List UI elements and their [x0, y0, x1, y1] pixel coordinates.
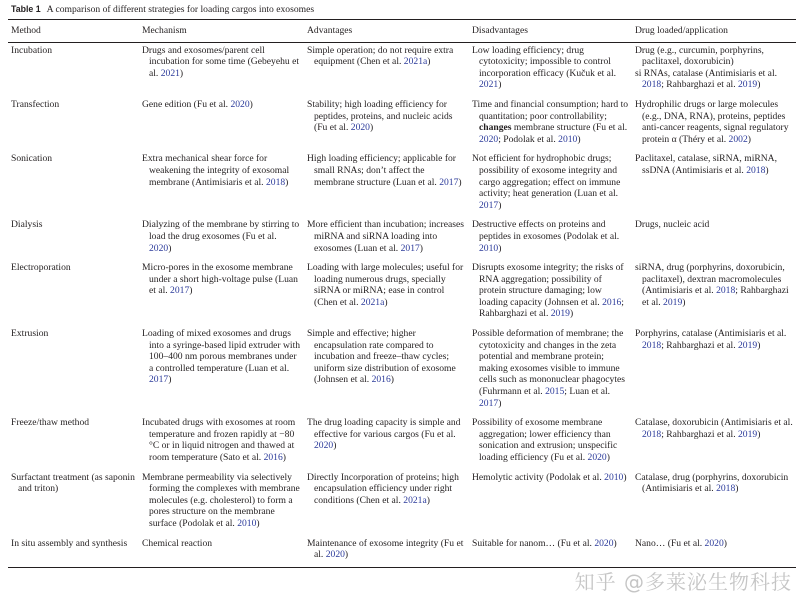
- citation-link[interactable]: 2010: [479, 242, 499, 254]
- cell-text: Electroporation: [11, 262, 71, 274]
- cell-text: ): [344, 549, 349, 561]
- cell-text: Drugs and exosomes/parent cell incubation for some time (Gebeyehu et al.: [142, 44, 299, 79]
- citation-link[interactable]: 2020: [314, 440, 334, 452]
- cell-text: Catalase, drug (porphyrins, doxorubicin (Antimisiaris et al.: [635, 471, 789, 495]
- cell-text: ): [189, 285, 193, 297]
- drug-cell: [632, 326, 796, 415]
- emphasis-text: changes: [479, 122, 512, 134]
- cell-text: ; Rahbarghazi et al.: [479, 296, 624, 320]
- cell-text: ): [179, 67, 184, 79]
- cell-text: Paclitaxel, catalase, siRNA, miRNA, ssDNA (Antimisiaris et al.: [635, 153, 778, 176]
- advantages-cell: [304, 326, 469, 415]
- citation-link[interactable]: 2018: [265, 176, 286, 188]
- cell-text: ; Rahbarghazi et al.: [642, 285, 789, 308]
- cell-text: ): [390, 374, 394, 386]
- cell-paragraph: [142, 99, 301, 111]
- mechanism-cell: [139, 151, 304, 217]
- drug-cell: [632, 536, 796, 568]
- citation-link[interactable]: 2019: [738, 339, 758, 351]
- cell-text: Transfection: [11, 98, 60, 110]
- cell-text: ; Podolak et al.: [498, 133, 559, 145]
- mechanism-cell: [139, 42, 304, 97]
- cell-text: ): [498, 79, 502, 91]
- cell-text: ): [757, 79, 761, 91]
- table-row: [8, 260, 796, 326]
- cell-paragraph: [635, 219, 793, 231]
- column-header-mechanism: Mechanism: [139, 20, 304, 43]
- citation-link[interactable]: 2021a: [360, 296, 385, 308]
- cell-text: ): [682, 296, 686, 308]
- drug-cell: [632, 151, 796, 217]
- citation-link[interactable]: 2018: [716, 285, 736, 297]
- cell-paragraph: [635, 153, 793, 176]
- mechanism-cell: [139, 415, 304, 469]
- mechanism-cell: [139, 326, 304, 415]
- cell-text: Time and financial consumption; hard to quantitation; poor controllability;: [472, 98, 629, 122]
- cell-text: Disrupts exosome integrity; the risks of RNA aggregation; possibility of protein structure damaging; low loading capacity (Johnsen et al.: [472, 262, 624, 308]
- column-header-disadvantages: Disadvantages: [469, 20, 632, 43]
- disadvantages-cell: [469, 326, 632, 415]
- cell-text: Membrane permeability via selectively forming the complexes with membrane molecules (e.g. cholesterol) to form a pores structure on the membrane surface (Podolak et al.: [142, 471, 300, 529]
- cell-text: More efficient than incubation; increases miRNA and siRNA loading into exosomes (Luan et al.: [307, 219, 464, 254]
- cell-text: Extra mechanical shear force for weakening the integrity of exosomal membrane (Antimisiaris et al.: [142, 153, 290, 188]
- table-row: [8, 326, 796, 415]
- citation-link[interactable]: 2010: [237, 517, 257, 529]
- table-caption: [8, 3, 796, 16]
- cell-text: Possibility of exosome membrane aggregation; lower efficiency than sonication and extrusion; unspecific loading efficiency (Fu et al.: [472, 417, 618, 463]
- cell-paragraph: [472, 219, 629, 254]
- citation-link[interactable]: 2018: [642, 428, 662, 440]
- citation-link[interactable]: 2018: [642, 79, 662, 91]
- header-row: [8, 20, 796, 43]
- advantages-cell: [304, 42, 469, 97]
- cell-text: Hemolytic activity (Podolak et al.: [472, 471, 605, 483]
- table-row: [8, 470, 796, 536]
- cell-paragraph: [307, 328, 466, 386]
- table-row: [8, 42, 796, 97]
- cell-paragraph: [307, 472, 466, 507]
- citation-link[interactable]: 2017: [479, 199, 499, 211]
- cell-text: Maintenance of exosome integrity (Fu et al.: [307, 537, 464, 561]
- cell-text: Dialyzing of the membrane by stirring to load the drug exosomes (Fu et al.: [142, 219, 300, 242]
- cell-text: In situ assembly and synthesis: [11, 537, 128, 549]
- citation-link[interactable]: 2019: [550, 308, 570, 320]
- disadvantages-cell: [469, 42, 632, 97]
- citation-link[interactable]: 2018: [746, 164, 766, 176]
- disadvantages-cell: [469, 536, 632, 568]
- cell-paragraph: [472, 45, 629, 91]
- cell-text: ): [757, 428, 761, 440]
- cell-paragraph: [472, 262, 629, 320]
- method-cell: [8, 470, 139, 536]
- cell-text: Hydrophilic drugs or large molecules (e.g., DNA, RNA), proteins, peptides anti-cancer reagents, signal regulatory protein α (Théry et al.: [635, 98, 789, 145]
- table-row: [8, 415, 796, 469]
- citation-link[interactable]: 2002: [728, 133, 748, 145]
- citation-link[interactable]: 2021: [479, 79, 499, 91]
- drug-cell: [632, 415, 796, 469]
- table-row: [8, 536, 796, 568]
- cell-paragraph: [307, 262, 466, 308]
- cell-paragraph: [635, 328, 793, 351]
- table-row: [8, 151, 796, 217]
- cell-text: Low loading efficiency; drug cytotoxicity; impossible to control incorporation efficacy (Kučuk et al.: [472, 44, 617, 79]
- cell-text: ): [498, 242, 502, 254]
- advantages-cell: [304, 217, 469, 260]
- cell-text: siRNA, drug (porphyrins, doxorubicin, paclitaxel), dextran macromolecules (Antimisiaris et al.: [635, 262, 785, 297]
- cell-text: ): [458, 176, 462, 188]
- table-title: A comparison of different strategies for loading cargos into exosomes: [46, 4, 315, 15]
- cell-text: ): [256, 517, 260, 529]
- cell-text: Incubated drugs with exosomes at room temperature and frozen rapidly at −80 °C or in liquid nitrogen and thawed at room temperature (Sato et al.: [142, 417, 296, 463]
- citation-link[interactable]: 2017: [400, 242, 420, 254]
- advantages-cell: [304, 260, 469, 326]
- citation-link[interactable]: 2019: [663, 296, 683, 308]
- cell-text: ): [426, 494, 430, 506]
- citation-link[interactable]: 2020: [230, 98, 250, 110]
- citation-link[interactable]: 2020: [350, 122, 370, 134]
- method-cell: [8, 326, 139, 415]
- cell-paragraph: [472, 99, 629, 145]
- cell-text: Micro-pores in the exosome membrane under a short high-voltage pulse (Luan et al.: [142, 262, 298, 297]
- cell-paragraph: [142, 538, 301, 550]
- citation-link[interactable]: 2020: [594, 537, 614, 549]
- cell-text: ): [168, 242, 172, 254]
- drug-cell: [632, 42, 796, 97]
- citation-link[interactable]: 2017: [149, 374, 169, 386]
- method-cell: [8, 42, 139, 97]
- cell-text: ): [285, 176, 289, 188]
- mechanism-cell: [139, 470, 304, 536]
- cell-text: Sonication: [11, 153, 53, 165]
- cell-text: Suitable for nanom… (Fu et al.: [472, 537, 595, 549]
- disadvantages-cell: [469, 415, 632, 469]
- cell-text: Loading with large molecules; useful for loading numerous drugs, specially siRNA or miRNA; ease in control (Chen et al.: [307, 262, 464, 308]
- cell-paragraph: [142, 328, 301, 386]
- cell-text: ): [747, 133, 751, 145]
- cell-text: ): [498, 397, 502, 409]
- cell-text: Dialysis: [11, 219, 43, 231]
- disadvantages-cell: [469, 470, 632, 536]
- cell-text: Nano… (Fu et al.: [635, 537, 705, 549]
- citation-link[interactable]: 2010: [604, 471, 624, 483]
- cell-paragraph: [307, 538, 466, 561]
- cell-paragraph: [307, 417, 466, 452]
- comparison-table: [8, 19, 796, 568]
- cell-paragraph: [307, 153, 466, 188]
- cell-text: ): [613, 537, 617, 549]
- cell-text: ; Rahbarghazi et al.: [661, 339, 738, 351]
- citation-link[interactable]: 2016: [263, 452, 283, 463]
- advantages-cell: [304, 97, 469, 151]
- cell-text: ): [757, 339, 761, 351]
- watermark: 知乎 @多莱泌生物科技: [574, 569, 792, 594]
- cell-paragraph: [307, 219, 466, 254]
- cell-text: Drugs, nucleic acid: [635, 219, 710, 231]
- cell-text: Drug (e.g., curcumin, porphyrins, paclitaxel, doxorubicin): [635, 44, 764, 68]
- method-cell: [8, 151, 139, 217]
- cell-text: Surfactant treatment (as saponin and triton): [11, 471, 135, 495]
- cell-text: Simple operation; do not require extra equipment (Chen et al.: [307, 44, 454, 68]
- cell-text: ; Luan et al.: [564, 386, 611, 398]
- cell-text: Catalase, doxorubicin (Antimisiaris et al.: [635, 417, 793, 429]
- cell-text: Simple and effective; higher encapsulation rate compared to incubation and freeze–thaw cycles; uniform size distribution of exosome (Johnsen et al.: [307, 328, 456, 386]
- drug-cell: [632, 97, 796, 151]
- citation-link[interactable]: 2020: [479, 133, 499, 145]
- citation-link[interactable]: 2020: [325, 549, 345, 561]
- citation-link[interactable]: 2020: [149, 242, 169, 254]
- cell-paragraph: [635, 68, 793, 91]
- cell-paragraph: [472, 153, 629, 211]
- mechanism-cell: [139, 97, 304, 151]
- citation-link[interactable]: 2020: [587, 452, 607, 463]
- cell-text: ): [249, 98, 253, 110]
- watermark-row: [8, 568, 796, 594]
- column-header-advantages: Advantages: [304, 20, 469, 43]
- cell-paragraph: [142, 262, 301, 297]
- cell-text: Stability; high loading efficiency for peptides, proteins, and nucleic acids (Fu et al.: [307, 98, 453, 134]
- cell-text: Gene edition (Fu et al.: [142, 98, 231, 110]
- citation-link[interactable]: 2017: [170, 285, 190, 297]
- advantages-cell: [304, 151, 469, 217]
- citation-link[interactable]: 2019: [738, 79, 758, 91]
- cell-text: ): [577, 133, 581, 145]
- cell-text: Freeze/thaw method: [11, 417, 90, 429]
- table-row: [8, 97, 796, 151]
- cell-text: Loading of mixed exosomes and drugs into a syringe-based lipid extruder with 100–400 nm porous membranes under a controlled temperature (Luan et al.: [142, 328, 301, 374]
- cell-text: Directly Incorporation of proteins; high encapsulation efficiency under right conditions (Chen et al.: [307, 471, 459, 506]
- cell-text: ): [427, 56, 431, 68]
- cell-text: ): [765, 164, 769, 176]
- citation-link[interactable]: 2010: [558, 133, 578, 145]
- method-cell: [8, 415, 139, 469]
- cell-text: Extrusion: [11, 328, 49, 340]
- cell-paragraph: [142, 45, 301, 80]
- table-body: [8, 42, 796, 567]
- cell-text: ): [723, 537, 727, 549]
- cell-text: ): [735, 483, 739, 495]
- citation-link[interactable]: 2021: [160, 67, 180, 79]
- advantages-cell: [304, 536, 469, 568]
- disadvantages-cell: [469, 217, 632, 260]
- cell-paragraph: [635, 99, 793, 145]
- disadvantages-cell: [469, 97, 632, 151]
- cell-text: ): [606, 452, 610, 463]
- column-header-drug-loaded: Drug loaded/application: [632, 20, 796, 43]
- citation-link[interactable]: 2021a: [403, 494, 427, 506]
- citation-link[interactable]: 2021a: [403, 56, 428, 68]
- cell-text: ): [369, 122, 374, 134]
- citation-link[interactable]: 2018: [716, 483, 736, 495]
- cell-text: Chemical reaction: [142, 537, 213, 549]
- cell-text: si RNAs, catalase (Antimisiaris et al.: [635, 67, 778, 79]
- table-label: Table 1: [11, 4, 41, 14]
- cell-text: ; Rahbarghazi et al.: [661, 428, 738, 440]
- cell-paragraph: [142, 219, 301, 254]
- advantages-cell: [304, 415, 469, 469]
- cell-text: The drug loading capacity is simple and effective for various cargos (Fu et al.: [307, 417, 461, 440]
- advantages-cell: [304, 470, 469, 536]
- citation-link[interactable]: 2019: [738, 428, 758, 440]
- cell-text: Not efficient for hydrophobic drugs; possibility of exosome integrity and cargo aggregation; effect on immune activity; heat generation (Luan et al.: [472, 153, 621, 200]
- cell-paragraph: [142, 153, 301, 188]
- cell-text: ): [623, 471, 627, 483]
- citation-link[interactable]: 2016: [602, 296, 622, 308]
- table-row: [8, 217, 796, 260]
- cell-paragraph: [635, 417, 793, 440]
- cell-text: Incubation: [11, 44, 53, 56]
- cell-text: High loading efficiency; applicable for small RNAs; don’t affect the membrane structure (Luan et al.: [307, 153, 457, 188]
- cell-text: ): [419, 242, 423, 254]
- cell-paragraph: [307, 99, 466, 134]
- cell-text: ): [498, 199, 502, 211]
- mechanism-cell: [139, 217, 304, 260]
- citation-link[interactable]: 2015: [545, 386, 565, 398]
- mechanism-cell: [139, 260, 304, 326]
- drug-cell: [632, 217, 796, 260]
- cell-text: ; Rahbarghazi et al.: [661, 79, 738, 91]
- cell-paragraph: [472, 328, 629, 409]
- cell-paragraph: [472, 472, 629, 484]
- cell-paragraph: [307, 45, 466, 68]
- cell-text: Possible deformation of membrane; the cytotoxicity and changes in the zeta potential and membrane protein; making exosomes visible to immune cells such as mononuclear phagocytes (Fuhrmann et al.: [472, 328, 625, 398]
- cell-text: Porphyrins, catalase (Antimisiaris et al.: [635, 328, 787, 340]
- disadvantages-cell: [469, 260, 632, 326]
- cell-paragraph: [472, 417, 629, 463]
- cell-paragraph: [635, 538, 793, 550]
- disadvantages-cell: [469, 151, 632, 217]
- cell-paragraph: [142, 417, 301, 463]
- citation-link[interactable]: 2018: [642, 339, 662, 351]
- cell-text: ): [384, 296, 388, 308]
- citation-link[interactable]: 2017: [479, 397, 499, 409]
- drug-cell: [632, 260, 796, 326]
- method-cell: [8, 217, 139, 260]
- cell-text: ): [569, 308, 574, 320]
- cell-paragraph: [142, 472, 301, 530]
- mechanism-cell: [139, 536, 304, 568]
- citation-link[interactable]: 2017: [439, 176, 459, 188]
- method-cell: [8, 536, 139, 568]
- cell-text: ): [168, 374, 172, 386]
- cell-paragraph: [472, 538, 629, 550]
- citation-link[interactable]: 2016: [371, 374, 391, 386]
- cell-paragraph: [635, 45, 793, 68]
- citation-link[interactable]: 2020: [704, 537, 724, 549]
- cell-text: ): [333, 440, 337, 452]
- cell-text: membrane structure (Fu et al.: [511, 122, 628, 134]
- cell-paragraph: [635, 262, 793, 308]
- method-cell: [8, 97, 139, 151]
- cell-text: ): [282, 452, 286, 463]
- column-header-method: Method: [8, 20, 139, 43]
- drug-cell: [632, 470, 796, 536]
- cell-paragraph: [635, 472, 793, 495]
- method-cell: [8, 260, 139, 326]
- cell-text: Destructive effects on proteins and peptides in exosomes (Podolak et al.: [472, 219, 620, 242]
